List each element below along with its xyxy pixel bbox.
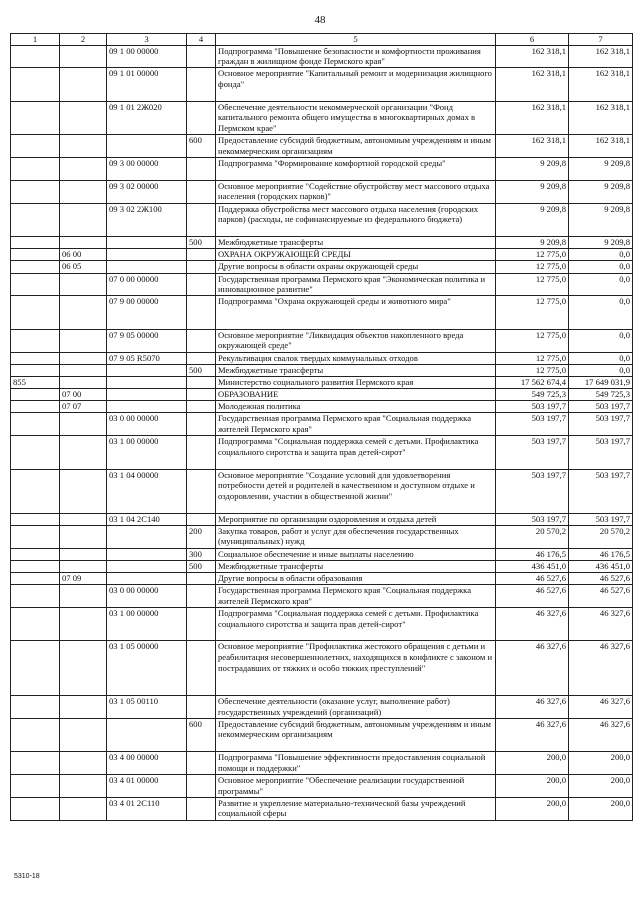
expense-type-cell — [187, 797, 216, 820]
column-header: 1 — [11, 34, 60, 46]
expense-type-cell: 600 — [187, 718, 216, 751]
amount-2020-cell: 0,0 — [569, 329, 633, 352]
expense-type-cell: 500 — [187, 560, 216, 572]
department-code-cell — [11, 560, 60, 572]
amount-2020-cell: 17 649 031,9 — [569, 376, 633, 388]
item-name-cell: Другие вопросы в области образования — [216, 572, 496, 584]
item-name-cell: Межбюджетные трансферты — [216, 560, 496, 572]
section-code-cell — [60, 436, 107, 469]
section-code-cell — [60, 352, 107, 364]
expense-type-cell — [187, 261, 216, 273]
expense-type-cell: 300 — [187, 548, 216, 560]
section-code-cell — [60, 641, 107, 696]
item-name-cell: Предоставление субсидий бюджетным, автономным учреждениям и иным некоммерческим организациям — [216, 135, 496, 158]
expense-type-cell — [187, 273, 216, 296]
amount-2020-cell: 0,0 — [569, 364, 633, 376]
section-code-cell: 07 00 — [60, 389, 107, 401]
amount-2019-cell: 162 318,1 — [496, 101, 569, 134]
section-code-cell — [60, 135, 107, 158]
section-code-cell — [60, 236, 107, 248]
expense-type-cell — [187, 607, 216, 640]
expense-type-cell: 500 — [187, 236, 216, 248]
amount-2020-cell: 0,0 — [569, 273, 633, 296]
expense-type-cell — [187, 413, 216, 436]
item-name-cell: Рекультивация свалок твердых коммунальных отходов — [216, 352, 496, 364]
table-row — [11, 352, 633, 364]
amount-2019-cell: 200,0 — [496, 797, 569, 820]
amount-2020-cell: 503 197,7 — [569, 513, 633, 525]
table-row — [11, 560, 633, 572]
column-header: 7 — [569, 34, 633, 46]
item-name-cell: Подпрограмма "Формирование комфортной городской среды" — [216, 157, 496, 180]
item-name-cell: Поддержка обустройства мест массового отдыха населения (городских парков) (расходы, не софинансируемые из федерального бюджета) — [216, 203, 496, 236]
amount-2019-cell: 9 209,8 — [496, 236, 569, 248]
table-row — [11, 641, 633, 696]
item-name-cell: Министерство социального развития Пермского края — [216, 376, 496, 388]
expense-type-cell — [187, 774, 216, 797]
column-header: 2 — [60, 34, 107, 46]
item-name-cell: Закупка товаров, работ и услуг для обеспечения государственных (муниципальных) нужд — [216, 525, 496, 548]
department-code-cell — [11, 364, 60, 376]
item-name-cell: Основное мероприятие "Содействие обустройству мест массового отдыха населения (городских парков)" — [216, 180, 496, 203]
section-code-cell — [60, 329, 107, 352]
item-name-cell: Основное мероприятие "Капитальный ремонт и модернизация жилищного фонда" — [216, 68, 496, 101]
department-code-cell — [11, 157, 60, 180]
target-article-cell — [107, 261, 187, 273]
table-row — [11, 68, 633, 101]
page-number: 48 — [314, 14, 326, 26]
department-code-cell — [11, 413, 60, 436]
amount-2020-cell: 9 209,8 — [569, 203, 633, 236]
amount-2019-cell: 200,0 — [496, 774, 569, 797]
section-code-cell — [60, 68, 107, 101]
target-article-cell — [107, 135, 187, 158]
table-row — [11, 548, 633, 560]
target-article-cell — [107, 548, 187, 560]
department-code-cell — [11, 352, 60, 364]
department-code-cell — [11, 273, 60, 296]
amount-2020-cell: 200,0 — [569, 797, 633, 820]
department-code-cell — [11, 401, 60, 413]
table-row — [11, 364, 633, 376]
department-code-cell — [11, 68, 60, 101]
target-article-cell: 09 3 02 00000 — [107, 180, 187, 203]
expense-type-cell — [187, 641, 216, 696]
item-name-cell: ОБРАЗОВАНИЕ — [216, 389, 496, 401]
amount-2019-cell: 9 209,8 — [496, 203, 569, 236]
expense-type-cell — [187, 389, 216, 401]
amount-2019-cell: 12 775,0 — [496, 261, 569, 273]
item-name-cell: Подпрограмма "Повышение безопасности и комфортности проживания граждан в жилищном фонде Пермского края" — [216, 45, 496, 68]
table-row — [11, 376, 633, 388]
item-name-cell: Основное мероприятие "Создание условий для удовлетворения потребности детей и родителей в качественном и доступном отдыхе и оздоровлении, участии в общественной жизни" — [216, 469, 496, 513]
section-code-cell — [60, 469, 107, 513]
item-name-cell: Мероприятие по организации оздоровления и отдыха детей — [216, 513, 496, 525]
amount-2020-cell: 46 327,6 — [569, 607, 633, 640]
column-header: 6 — [496, 34, 569, 46]
department-code-cell — [11, 469, 60, 513]
amount-2020-cell: 46 327,6 — [569, 695, 633, 718]
table-row — [11, 135, 633, 158]
target-article-cell: 07 9 00 00000 — [107, 296, 187, 329]
section-code-cell — [60, 548, 107, 560]
section-code-cell — [60, 607, 107, 640]
section-code-cell — [60, 752, 107, 775]
amount-2019-cell: 200,0 — [496, 752, 569, 775]
department-code-cell — [11, 797, 60, 820]
expense-type-cell — [187, 68, 216, 101]
expense-type-cell: 600 — [187, 135, 216, 158]
table-row — [11, 45, 633, 68]
department-code-cell — [11, 180, 60, 203]
table-row — [11, 525, 633, 548]
amount-2020-cell: 9 209,8 — [569, 157, 633, 180]
amount-2020-cell: 200,0 — [569, 774, 633, 797]
item-name-cell: Обеспечение деятельности (оказание услуг, выполнение работ) государственных учреждений (организаций) — [216, 695, 496, 718]
amount-2020-cell: 503 197,7 — [569, 413, 633, 436]
section-code-cell — [60, 376, 107, 388]
amount-2019-cell: 549 725,3 — [496, 389, 569, 401]
amount-2020-cell: 46 327,6 — [569, 641, 633, 696]
expense-type-cell — [187, 376, 216, 388]
amount-2019-cell: 46 327,6 — [496, 641, 569, 696]
footer-code: 5310-18 — [14, 873, 40, 880]
item-name-cell: Подпрограмма "Социальная поддержка семей с детьми. Профилактика социального сиротства и защита прав детей-сирот" — [216, 436, 496, 469]
section-code-cell — [60, 560, 107, 572]
target-article-cell: 03 1 00 00000 — [107, 436, 187, 469]
budget-table — [10, 33, 633, 821]
section-code-cell: 06 00 — [60, 249, 107, 261]
amount-2020-cell: 46 527,6 — [569, 585, 633, 608]
amount-2019-cell: 503 197,7 — [496, 513, 569, 525]
table-row — [11, 797, 633, 820]
expense-type-cell: 200 — [187, 525, 216, 548]
expense-type-cell — [187, 101, 216, 134]
item-name-cell: Подпрограмма "Охрана окружающей среды и животного мира" — [216, 296, 496, 329]
item-name-cell: Предоставление субсидий бюджетным, автономным учреждениям и иным некоммерческим организациям — [216, 718, 496, 751]
expense-type-cell — [187, 585, 216, 608]
target-article-cell: 09 1 00 00000 — [107, 45, 187, 68]
target-article-cell: 07 9 05 R5070 — [107, 352, 187, 364]
amount-2020-cell: 0,0 — [569, 261, 633, 273]
expense-type-cell — [187, 45, 216, 68]
table-row — [11, 296, 633, 329]
expense-type-cell — [187, 329, 216, 352]
item-name-cell: Обеспечение деятельности некоммерческой организации "Фонд капитального ремонта общего имущества в многоквартирных домах в Пермском крае" — [216, 101, 496, 134]
expense-type-cell — [187, 203, 216, 236]
department-code-cell — [11, 513, 60, 525]
department-code-cell — [11, 261, 60, 273]
target-article-cell: 03 1 04 00000 — [107, 469, 187, 513]
section-code-cell — [60, 364, 107, 376]
table-row — [11, 203, 633, 236]
expense-type-cell — [187, 401, 216, 413]
table-row — [11, 752, 633, 775]
target-article-cell: 03 1 05 00110 — [107, 695, 187, 718]
amount-2020-cell: 503 197,7 — [569, 436, 633, 469]
target-article-cell — [107, 525, 187, 548]
section-code-cell — [60, 525, 107, 548]
target-article-cell: 03 4 01 2С110 — [107, 797, 187, 820]
amount-2019-cell: 503 197,7 — [496, 401, 569, 413]
department-code-cell — [11, 249, 60, 261]
target-article-cell: 09 3 00 00000 — [107, 157, 187, 180]
department-code-cell — [11, 135, 60, 158]
item-name-cell: Основное мероприятие "Обеспечение реализации государственной программы" — [216, 774, 496, 797]
target-article-cell: 03 1 00 00000 — [107, 607, 187, 640]
target-article-cell: 03 4 01 00000 — [107, 774, 187, 797]
table-row — [11, 389, 633, 401]
amount-2020-cell: 46 527,6 — [569, 572, 633, 584]
section-code-cell — [60, 273, 107, 296]
amount-2020-cell: 9 209,8 — [569, 236, 633, 248]
target-article-cell — [107, 249, 187, 261]
table-row — [11, 513, 633, 525]
department-code-cell — [11, 389, 60, 401]
amount-2020-cell: 20 570,2 — [569, 525, 633, 548]
section-code-cell: 07 07 — [60, 401, 107, 413]
expense-type-cell: 500 — [187, 364, 216, 376]
table-row — [11, 249, 633, 261]
expense-type-cell — [187, 695, 216, 718]
department-code-cell — [11, 718, 60, 751]
item-name-cell: Межбюджетные трансферты — [216, 236, 496, 248]
amount-2020-cell: 162 318,1 — [569, 68, 633, 101]
item-name-cell: Развитие и укрепление материально-технической базы учреждений социальной сферы — [216, 797, 496, 820]
amount-2019-cell: 12 775,0 — [496, 296, 569, 329]
amount-2019-cell: 46 327,6 — [496, 607, 569, 640]
amount-2020-cell: 503 197,7 — [569, 469, 633, 513]
table-row — [11, 101, 633, 134]
section-code-cell — [60, 45, 107, 68]
amount-2019-cell: 46 327,6 — [496, 718, 569, 751]
item-name-cell: Подпрограмма "Повышение эффективности предоставления социальной помощи и поддержки" — [216, 752, 496, 775]
target-article-cell — [107, 389, 187, 401]
expense-type-cell — [187, 752, 216, 775]
amount-2019-cell: 162 318,1 — [496, 68, 569, 101]
column-header: 4 — [187, 34, 216, 46]
amount-2020-cell: 200,0 — [569, 752, 633, 775]
amount-2019-cell: 12 775,0 — [496, 273, 569, 296]
amount-2020-cell: 162 318,1 — [569, 45, 633, 68]
section-code-cell — [60, 797, 107, 820]
target-article-cell: 07 0 00 00000 — [107, 273, 187, 296]
expense-type-cell — [187, 513, 216, 525]
department-code-cell — [11, 572, 60, 584]
target-article-cell: 03 0 00 00000 — [107, 585, 187, 608]
amount-2020-cell: 0,0 — [569, 352, 633, 364]
section-code-cell — [60, 718, 107, 751]
item-name-cell: Основное мероприятие "Ликвидация объектов накопленного вреда окружающей среде" — [216, 329, 496, 352]
target-article-cell: 03 1 04 2С140 — [107, 513, 187, 525]
amount-2019-cell: 9 209,8 — [496, 157, 569, 180]
target-article-cell: 07 9 05 00000 — [107, 329, 187, 352]
amount-2019-cell: 12 775,0 — [496, 352, 569, 364]
amount-2020-cell: 46 327,6 — [569, 718, 633, 751]
item-name-cell: Подпрограмма "Социальная поддержка семей с детьми. Профилактика социального сиротства и защита прав детей-сирот" — [216, 607, 496, 640]
amount-2019-cell: 12 775,0 — [496, 329, 569, 352]
department-code-cell — [11, 607, 60, 640]
target-article-cell: 09 1 01 2Ж020 — [107, 101, 187, 134]
section-code-cell — [60, 774, 107, 797]
item-name-cell: Молодежная политика — [216, 401, 496, 413]
table-row — [11, 261, 633, 273]
item-name-cell: Межбюджетные трансферты — [216, 364, 496, 376]
target-article-cell — [107, 560, 187, 572]
table-row — [11, 180, 633, 203]
table-row — [11, 469, 633, 513]
amount-2019-cell: 46 176,5 — [496, 548, 569, 560]
item-name-cell: Социальное обеспечение и иные выплаты населению — [216, 548, 496, 560]
target-article-cell: 09 3 02 2Ж100 — [107, 203, 187, 236]
table-row — [11, 413, 633, 436]
expense-type-cell — [187, 469, 216, 513]
department-code-cell: 855 — [11, 376, 60, 388]
item-name-cell: Государственная программа Пермского края "Экономическая политика и инновационное развитие" — [216, 273, 496, 296]
table-row — [11, 607, 633, 640]
department-code-cell — [11, 641, 60, 696]
table-row — [11, 236, 633, 248]
amount-2019-cell: 17 562 674,4 — [496, 376, 569, 388]
target-article-cell: 03 1 05 00000 — [107, 641, 187, 696]
target-article-cell — [107, 364, 187, 376]
section-code-cell — [60, 157, 107, 180]
department-code-cell — [11, 236, 60, 248]
department-code-cell — [11, 329, 60, 352]
amount-2020-cell: 0,0 — [569, 296, 633, 329]
section-code-cell: 07 09 — [60, 572, 107, 584]
section-code-cell — [60, 101, 107, 134]
item-name-cell: Основное мероприятие "Профилактика жестокого обращения с детьми и реабилитация несовершеннолетних, находящихся в конфликте с законом и пострадавших от тяжких и особо тяжких преступлений" — [216, 641, 496, 696]
table-row — [11, 273, 633, 296]
amount-2019-cell: 9 209,8 — [496, 180, 569, 203]
department-code-cell — [11, 296, 60, 329]
target-article-cell: 09 1 01 00000 — [107, 68, 187, 101]
department-code-cell — [11, 203, 60, 236]
target-article-cell — [107, 236, 187, 248]
department-code-cell — [11, 436, 60, 469]
amount-2019-cell: 503 197,7 — [496, 413, 569, 436]
target-article-cell — [107, 401, 187, 413]
amount-2019-cell: 46 527,6 — [496, 585, 569, 608]
expense-type-cell — [187, 249, 216, 261]
section-code-cell — [60, 180, 107, 203]
amount-2020-cell: 503 197,7 — [569, 401, 633, 413]
amount-2020-cell: 9 209,8 — [569, 180, 633, 203]
item-name-cell: ОХРАНА ОКРУЖАЮЩЕЙ СРЕДЫ — [216, 249, 496, 261]
table-row — [11, 436, 633, 469]
section-code-cell — [60, 203, 107, 236]
expense-type-cell — [187, 180, 216, 203]
section-code-cell — [60, 585, 107, 608]
section-code-cell — [60, 413, 107, 436]
amount-2020-cell: 549 725,3 — [569, 389, 633, 401]
department-code-cell — [11, 45, 60, 68]
amount-2020-cell: 436 451,0 — [569, 560, 633, 572]
target-article-cell — [107, 572, 187, 584]
target-article-cell: 03 0 00 00000 — [107, 413, 187, 436]
table-row — [11, 572, 633, 584]
section-code-cell — [60, 513, 107, 525]
department-code-cell — [11, 548, 60, 560]
department-code-cell — [11, 101, 60, 134]
amount-2019-cell: 503 197,7 — [496, 469, 569, 513]
table-row — [11, 718, 633, 751]
expense-type-cell — [187, 157, 216, 180]
expense-type-cell — [187, 436, 216, 469]
amount-2019-cell: 162 318,1 — [496, 135, 569, 158]
department-code-cell — [11, 585, 60, 608]
table-row — [11, 157, 633, 180]
amount-2019-cell: 436 451,0 — [496, 560, 569, 572]
target-article-cell: 03 4 00 00000 — [107, 752, 187, 775]
amount-2019-cell: 12 775,0 — [496, 249, 569, 261]
table-row — [11, 585, 633, 608]
table-row — [11, 401, 633, 413]
amount-2020-cell: 0,0 — [569, 249, 633, 261]
amount-2020-cell: 162 318,1 — [569, 101, 633, 134]
target-article-cell — [107, 718, 187, 751]
section-code-cell — [60, 296, 107, 329]
amount-2020-cell: 162 318,1 — [569, 135, 633, 158]
amount-2019-cell: 503 197,7 — [496, 436, 569, 469]
department-code-cell — [11, 525, 60, 548]
target-article-cell — [107, 376, 187, 388]
section-code-cell: 06 05 — [60, 261, 107, 273]
department-code-cell — [11, 695, 60, 718]
item-name-cell: Государственная программа Пермского края "Социальная поддержка жителей Пермского края" — [216, 413, 496, 436]
amount-2019-cell: 162 318,1 — [496, 45, 569, 68]
expense-type-cell — [187, 296, 216, 329]
amount-2019-cell: 46 327,6 — [496, 695, 569, 718]
column-header: 3 — [107, 34, 187, 46]
expense-type-cell — [187, 352, 216, 364]
amount-2019-cell: 12 775,0 — [496, 364, 569, 376]
table-row — [11, 329, 633, 352]
item-name-cell: Государственная программа Пермского края "Социальная поддержка жителей Пермского края" — [216, 585, 496, 608]
amount-2020-cell: 46 176,5 — [569, 548, 633, 560]
column-header: 5 — [216, 34, 496, 46]
section-code-cell — [60, 695, 107, 718]
item-name-cell: Другие вопросы в области охраны окружающей среды — [216, 261, 496, 273]
amount-2019-cell: 20 570,2 — [496, 525, 569, 548]
amount-2019-cell: 46 527,6 — [496, 572, 569, 584]
expense-type-cell — [187, 572, 216, 584]
table-row — [11, 774, 633, 797]
column-header-row — [11, 34, 633, 46]
department-code-cell — [11, 752, 60, 775]
department-code-cell — [11, 774, 60, 797]
table-row — [11, 695, 633, 718]
